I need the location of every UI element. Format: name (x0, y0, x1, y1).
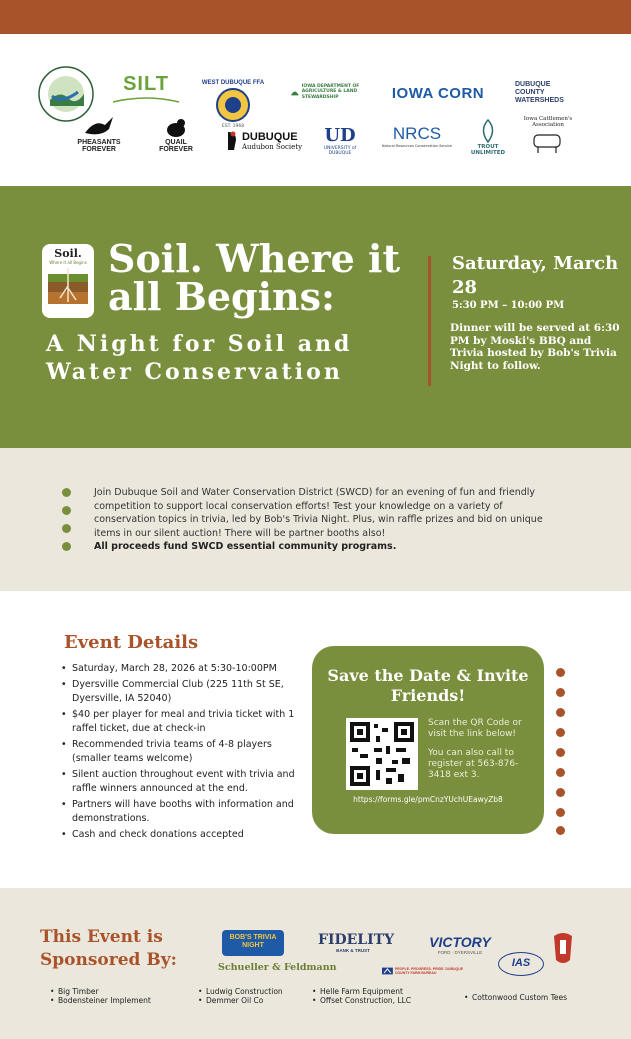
event-details-heading: Event Details (64, 632, 199, 653)
bobs-trivia-logo: BOB'S TRIVIA NIGHT (222, 930, 284, 956)
save-the-date-title: Save the Date & Invite Friends! (327, 666, 529, 705)
victory-ford-logo: VICTORY FORD · DYERSVILLE (429, 934, 491, 955)
nrcs-logo: NRCS Natural Resources Conservation Service (381, 124, 453, 148)
decor-dot (556, 728, 565, 737)
intro-paragraph: Join Dubuque Soil and Water Conservation District (SWCD) for an evening of fun and friendly competition to support local conservation efforts! Test your knowledge on a variety of conservation topics in trivia, led by Bob's Trivia Night. Plus, win raffle prizes and bid on unique items in our silent auction! There will be partner booths also! All proceeds fund SWCD essential community programs. (94, 487, 543, 552)
event-details-list (60, 662, 310, 844)
decor-dot (62, 488, 71, 497)
list-item: • Silent auction throughout event with trivia and raffle winners announced at the end. (70, 768, 310, 796)
sponsor-list-col2 (196, 988, 283, 1005)
ud-monogram-icon: UD (324, 124, 356, 146)
dubuque-audubon-logo: DUBUQUE Audubon Society (220, 126, 306, 156)
list-item: • Demmer Oil Co (206, 997, 283, 1006)
list-item: • Saturday, March 28, 2026 at 5:30-10:00PM (70, 662, 310, 676)
trout-icon (477, 118, 499, 144)
scan-instructions: Scan the QR Code or visit the link below! (428, 718, 522, 739)
iowa-cattlemens-logo: Iowa Cattlemen's Association (518, 112, 578, 158)
list-item: • Bodensteiner Implement (58, 997, 151, 1006)
event-date: Saturday, March 28 (452, 253, 619, 298)
dinner-info: Dinner will be served at 6:30 PM by Moski's BBQ and Trivia hosted by Bob's Trivia Night to follow. (450, 322, 620, 372)
sponsors-section (0, 888, 631, 1039)
sponsor-list-col4 (462, 994, 567, 1003)
soil-badge-logo: Soil. Where it all Begins (42, 244, 94, 318)
event-subtitle: A Night for Soil and Water Conservation (46, 331, 353, 385)
list-item: • Dyersville Commercial Club (225 11th St SE, Dyersville, IA 52040) (70, 678, 310, 706)
decor-dot (556, 808, 565, 817)
sponsors-heading: This Event is Sponsored By: (40, 927, 177, 970)
list-item: • Big Timber (58, 988, 151, 997)
save-the-date-box (312, 646, 544, 834)
university-of-dubuque-logo: UD UNIVERSITY of DUBUQUE (323, 124, 357, 156)
save-info (428, 718, 538, 781)
event-title: Soil. Where it all Begins: (108, 236, 401, 319)
qr-code-icon[interactable] (346, 718, 418, 790)
decor-dot (556, 748, 565, 757)
partner-logos (0, 34, 631, 186)
proceeds-note: All proceeds fund SWCD essential community programs. (94, 541, 397, 552)
silt-logo: SILT (106, 68, 186, 108)
decor-dot (556, 826, 565, 835)
list-item: • Ludwig Construction (206, 988, 283, 997)
registration-link[interactable]: https://forms.gle/pmCnzYUchUEawyZb8 (353, 795, 503, 804)
ias-logo: IAS (498, 952, 544, 976)
top-accent-bar (0, 0, 631, 34)
list-item: • Partners will have booths with information and demonstrations. (70, 798, 310, 826)
quail-forever-logo: QUAIL FOREVER (148, 112, 204, 158)
list-item: • Cottonwood Custom Tees (472, 994, 567, 1003)
soil-layers-icon (42, 266, 94, 318)
iowa-agriculture-logo: IOWA DEPARTMENT OF AGRICULTURE & LAND STEWARDSHIP (290, 80, 376, 104)
decor-dot (556, 668, 565, 677)
pheasant-icon (83, 115, 115, 139)
sponsor-list-col3 (310, 988, 411, 1005)
call-instructions: You can also call to register at 563-876-3418 ext 3. (428, 748, 519, 780)
event-time: 5:30 PM – 10:00 PM (452, 300, 565, 311)
cow-icon (528, 129, 568, 155)
pheasants-forever-logo: PHEASANTS FOREVER (68, 110, 130, 158)
iowa-corn-logo: IOWA CORN (391, 84, 485, 102)
decor-dot (62, 542, 71, 551)
list-item: • Recommended trivia teams of 4-8 players (smaller teams welcome) (70, 738, 310, 766)
farm-bureau-icon (382, 966, 393, 976)
ffa-logo: WEST DUBUQUE FFA EST. 1968 (201, 79, 265, 129)
list-item: • $40 per player for meal and trivia ticket with 1 raffel ticket, due at check-in (70, 708, 310, 736)
farm-bureau-logo: PEOPLE. PROGRESS. PRIDE. DUBUQUE COUNTY FARM BUREAU (382, 966, 470, 976)
mascot-icon (550, 930, 576, 966)
ffa-emblem-icon (216, 86, 250, 124)
list-item: • Helle Farm Equipment (320, 988, 411, 997)
list-item: • Offset Construction, LLC (320, 997, 411, 1006)
iowa-ag-leaf-icon (290, 83, 300, 101)
decor-dot (62, 506, 71, 515)
sponsor-list-col1 (48, 988, 151, 1005)
decor-dot (62, 524, 71, 533)
decor-dot (556, 708, 565, 717)
decor-dot (556, 788, 565, 797)
quail-icon (164, 117, 188, 139)
hero-banner (0, 186, 631, 448)
silt-swoosh-icon (111, 96, 181, 104)
list-item: • Cash and check donations accepted (70, 828, 310, 842)
schueller-feldmann-logo: Schueller & Feldmann (218, 962, 337, 973)
hero-divider (428, 256, 431, 386)
fidelity-logo: FIDELITY BANK & TRUST (318, 932, 395, 953)
mascot-logo (550, 930, 576, 971)
trout-unlimited-logo: TROUT UNLIMITED (468, 116, 508, 158)
decor-dot (556, 688, 565, 697)
intro-section (0, 448, 631, 591)
dubuque-county-watersheds-logo: DUBUQUE COUNTY WATERSHEDS (515, 81, 564, 104)
woodpecker-icon (224, 130, 240, 152)
decor-dot (556, 768, 565, 777)
